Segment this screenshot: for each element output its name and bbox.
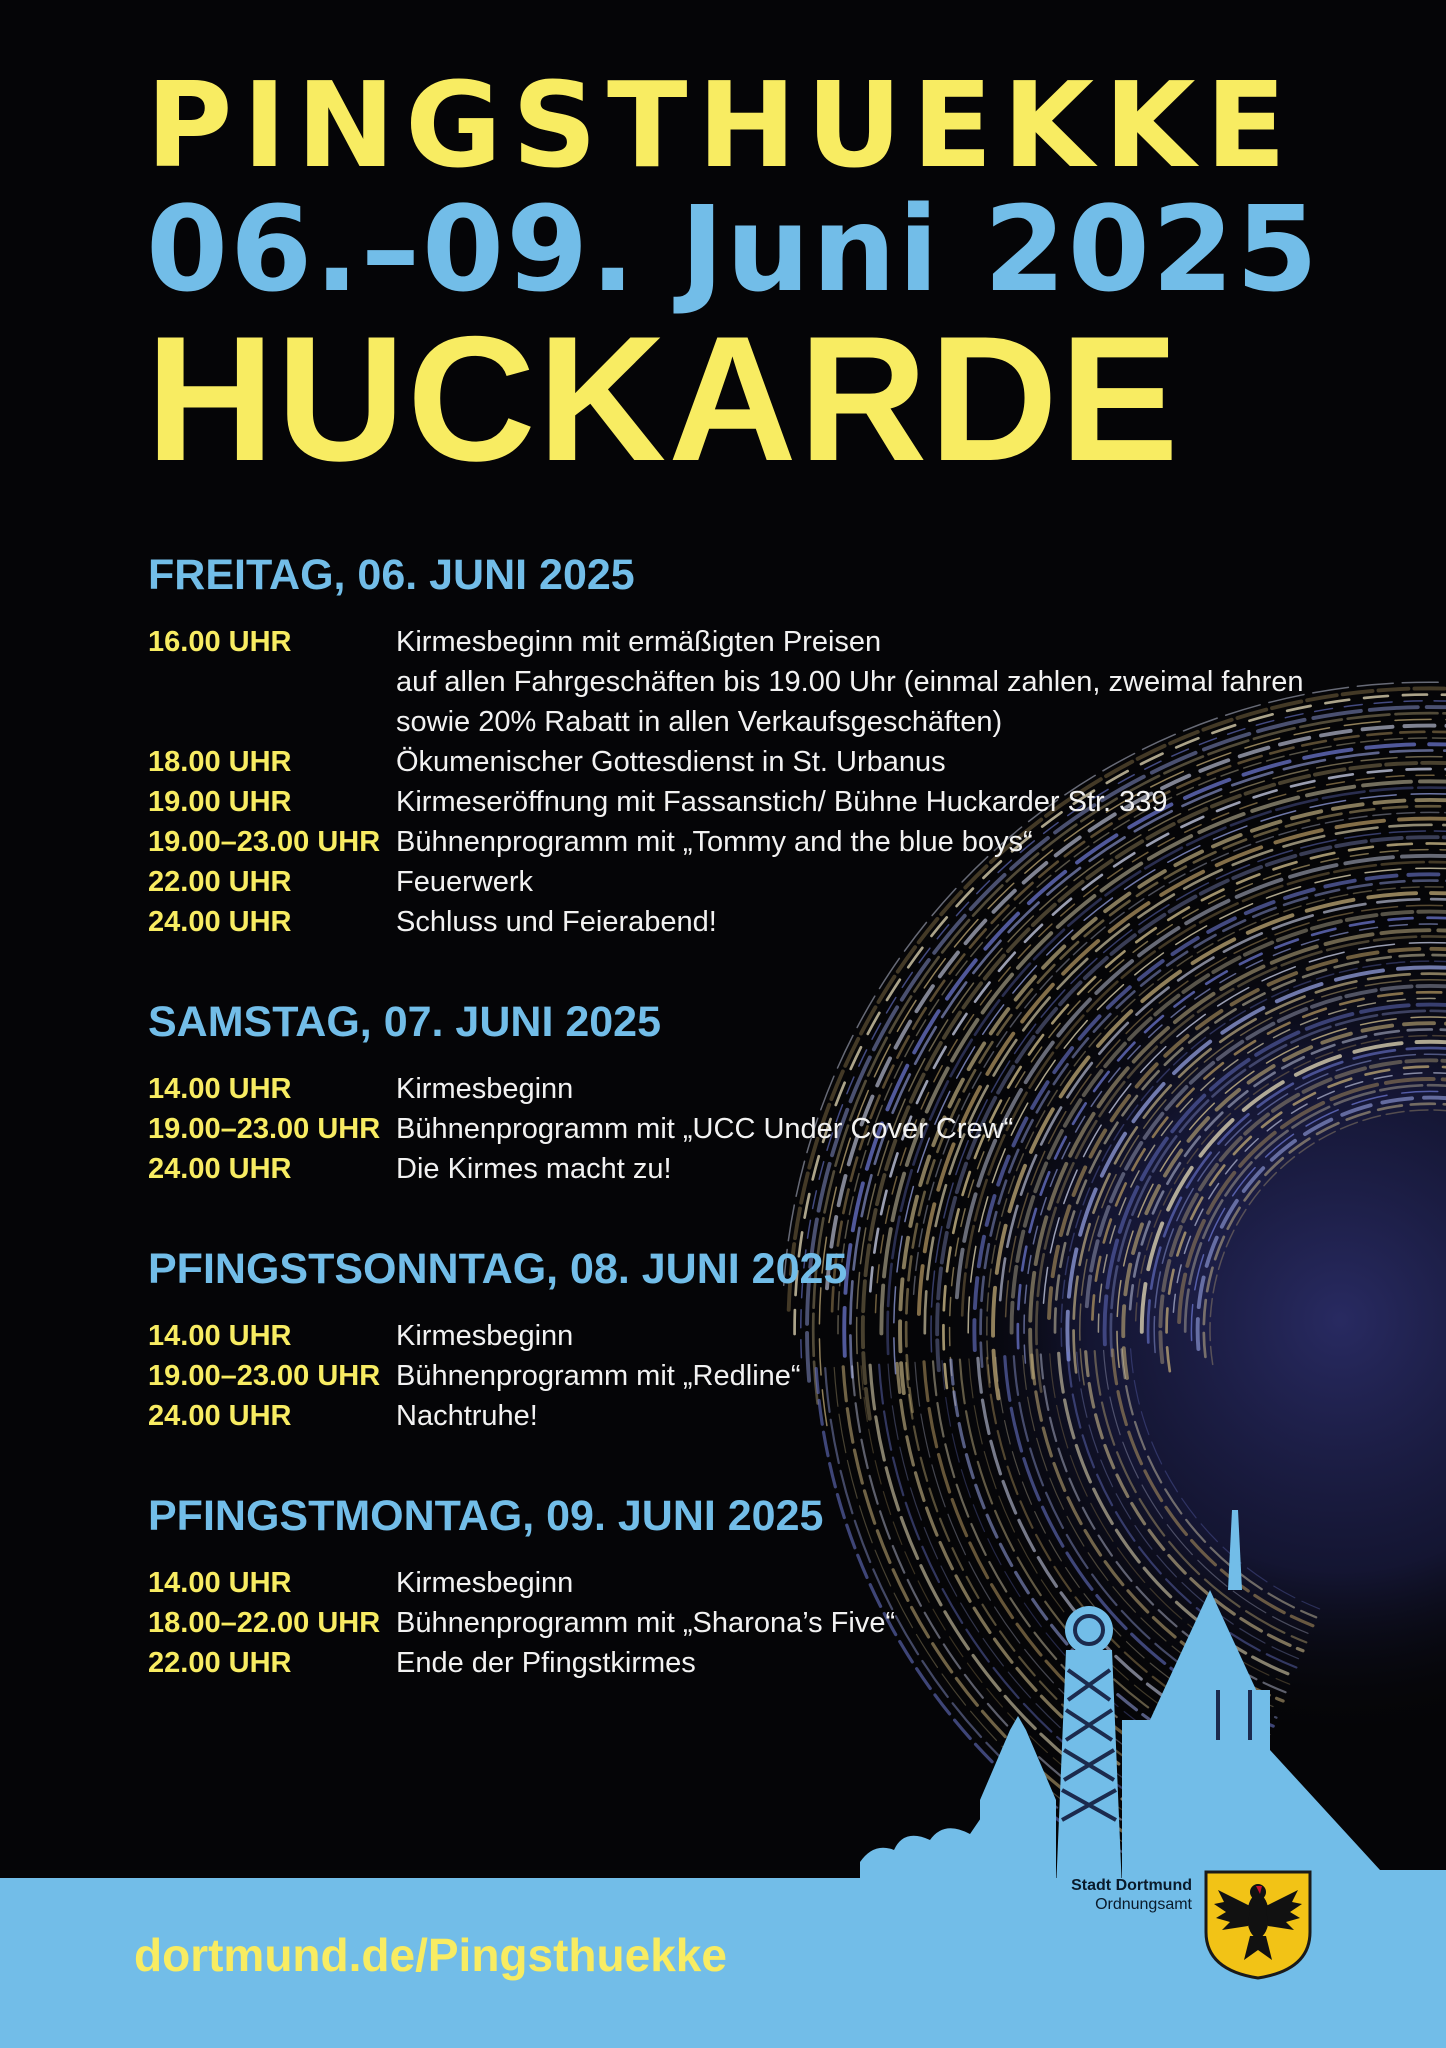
event-time: 24.00 UHR xyxy=(148,906,292,938)
huckarde-skyline-silhouette xyxy=(860,1490,1446,1890)
event-description: Feuerwerk xyxy=(396,866,533,898)
day-friday xyxy=(148,547,1398,942)
event-row xyxy=(148,1109,1398,1149)
event-description: Bühnenprogramm mit „Redline“ xyxy=(396,1360,801,1392)
event-time: 14.00 UHR xyxy=(148,1567,292,1599)
event-time: 14.00 UHR xyxy=(148,1073,292,1105)
event-time: 16.00 UHR xyxy=(148,626,292,658)
event-row xyxy=(148,1069,1398,1109)
event-time: 18.00–22.00 UHR xyxy=(148,1607,381,1639)
event-line: Kirmesbeginn mit ermäßigten Preisen xyxy=(396,626,882,658)
festival-location: HUCKARDE xyxy=(146,299,1181,498)
event-time: 14.00 UHR xyxy=(148,1320,292,1352)
event-description xyxy=(396,622,1304,742)
city-name: Stadt Dortmund xyxy=(1071,1877,1192,1894)
website-link[interactable]: dortmund.de/Pingsthuekke xyxy=(134,1929,727,1981)
event-row xyxy=(148,902,1398,942)
event-description: Bühnenprogramm mit „Tommy and the blue boys“ xyxy=(396,826,1033,858)
event-time: 24.00 UHR xyxy=(148,1400,292,1432)
event-description: Die Kirmes macht zu! xyxy=(396,1153,672,1185)
festival-dates: 06.–09. Juni 2025 xyxy=(146,180,1321,318)
event-time: 22.00 UHR xyxy=(148,1647,292,1679)
event-time: 19.00 UHR xyxy=(148,786,292,818)
event-row xyxy=(148,622,1398,742)
event-description: Ende der Pfingstkirmes xyxy=(396,1647,696,1679)
event-description: Bühnenprogramm mit „UCC Under Cover Crew“ xyxy=(396,1113,1014,1145)
event-row xyxy=(148,822,1398,862)
festival-name: PINGSTHUEKKE xyxy=(146,56,1297,194)
event-time: 19.00–23.00 UHR xyxy=(148,1360,381,1392)
event-row xyxy=(148,742,1398,782)
day-heading: PFINGSTSONNTAG, 08. JUNI 2025 xyxy=(148,1245,848,1293)
event-row xyxy=(148,1356,1398,1396)
event-description: Schluss und Feierabend! xyxy=(396,906,717,938)
issuer-block xyxy=(1071,1876,1192,1914)
event-line: auf allen Fahrgeschäften bis 19.00 Uhr (einmal zahlen, zweimal fahren xyxy=(396,666,1304,698)
day-heading: PFINGSTMONTAG, 09. JUNI 2025 xyxy=(148,1492,824,1540)
event-time: 19.00–23.00 UHR xyxy=(148,1113,381,1145)
event-row xyxy=(148,782,1398,822)
event-description: Kirmesbeginn xyxy=(396,1320,574,1352)
event-description: Kirmesbeginn xyxy=(396,1073,574,1105)
event-time: 22.00 UHR xyxy=(148,866,292,898)
event-description: Ökumenischer Gottesdienst in St. Urbanus xyxy=(396,746,946,778)
event-line: sowie 20% Rabatt in allen Verkaufsgeschäften) xyxy=(396,706,1003,738)
department-name: Ordnungsamt xyxy=(1095,1896,1192,1913)
event-time: 18.00 UHR xyxy=(148,746,292,778)
event-description: Bühnenprogramm mit „Sharona’s Five“ xyxy=(396,1607,896,1639)
event-row xyxy=(148,1316,1398,1356)
day-heading: SAMSTAG, 07. JUNI 2025 xyxy=(148,998,661,1046)
day-pentecost-sunday xyxy=(148,1241,1398,1436)
day-saturday xyxy=(148,994,1398,1189)
event-time: 19.00–23.00 UHR xyxy=(148,826,381,858)
event-description: Nachtruhe! xyxy=(396,1400,538,1432)
day-heading: FREITAG, 06. JUNI 2025 xyxy=(148,551,635,599)
event-description: Kirmesbeginn xyxy=(396,1567,574,1599)
dortmund-eagle-crest-icon xyxy=(1200,1866,1316,1980)
event-time: 24.00 UHR xyxy=(148,1153,292,1185)
event-row xyxy=(148,862,1398,902)
event-row xyxy=(148,1149,1398,1189)
event-row xyxy=(148,1396,1398,1436)
event-description: Kirmeseröffnung mit Fassanstich/ Bühne Huckarder Str. 339 xyxy=(396,786,1168,818)
